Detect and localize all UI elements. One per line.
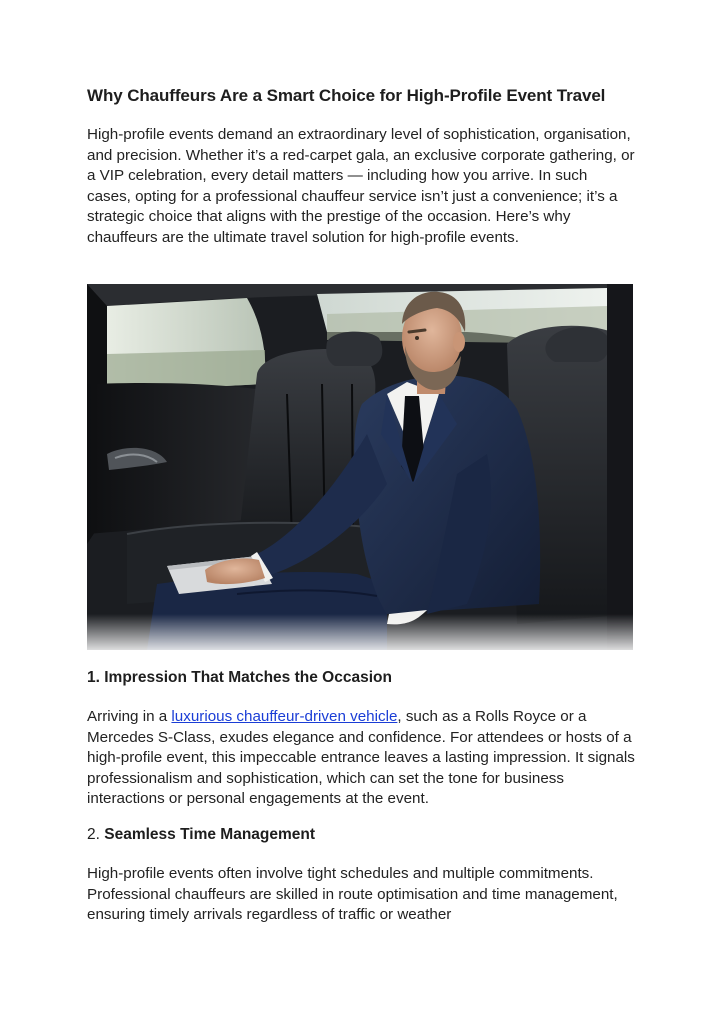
section-number: 2. [87, 826, 100, 843]
section-heading-impression [87, 669, 392, 687]
section-number: 1. [87, 669, 100, 686]
paragraph-text: , such as a Rolls Royce or a Mercedes S-Class, exudes elegance and confidence. For attendees or hosts of a high-profile event, this impeccable entrance leaves a lasting impression. It signals professionalism and sophistication, which can set the tone for business interactions or personal engagements at the event. [87, 708, 635, 807]
paragraph-text: Arriving in a [87, 708, 172, 725]
section-heading-text: Impression That Matches the Occasion [104, 669, 392, 686]
article-title: Why Chauffeurs Are a Smart Choice for High-Profile Event Travel [87, 86, 606, 105]
intro-paragraph: High-profile events demand an extraordinary level of sophistication, organisation, and precision. Whether it’s a red-carpet gala, an exclusive corporate gathering, or a VIP celebration, every detail matters — including how you arrive. In such cases, opting for a professional chauffeur service isn’t just a convenience; it’s a strategic choice that aligns with the prestige of the occasion. Here’s why chauffeurs are the ultimate travel solution for high-profile events. [87, 126, 635, 246]
hero-image-businessman-in-car [87, 284, 633, 650]
section-paragraph-time-management: High-profile events often involve tight schedules and multiple commitments. Professional chauffeurs are skilled in route optimisation and time management, ensuring timely arrivals regardless of traffic or weather [87, 865, 618, 923]
section-heading-time-management [87, 826, 315, 844]
section-heading-text: Seamless Time Management [104, 826, 316, 843]
section-paragraph-impression [87, 707, 635, 810]
luxurious-vehicle-link[interactable]: luxurious chauffeur-driven vehicle [171, 708, 398, 725]
